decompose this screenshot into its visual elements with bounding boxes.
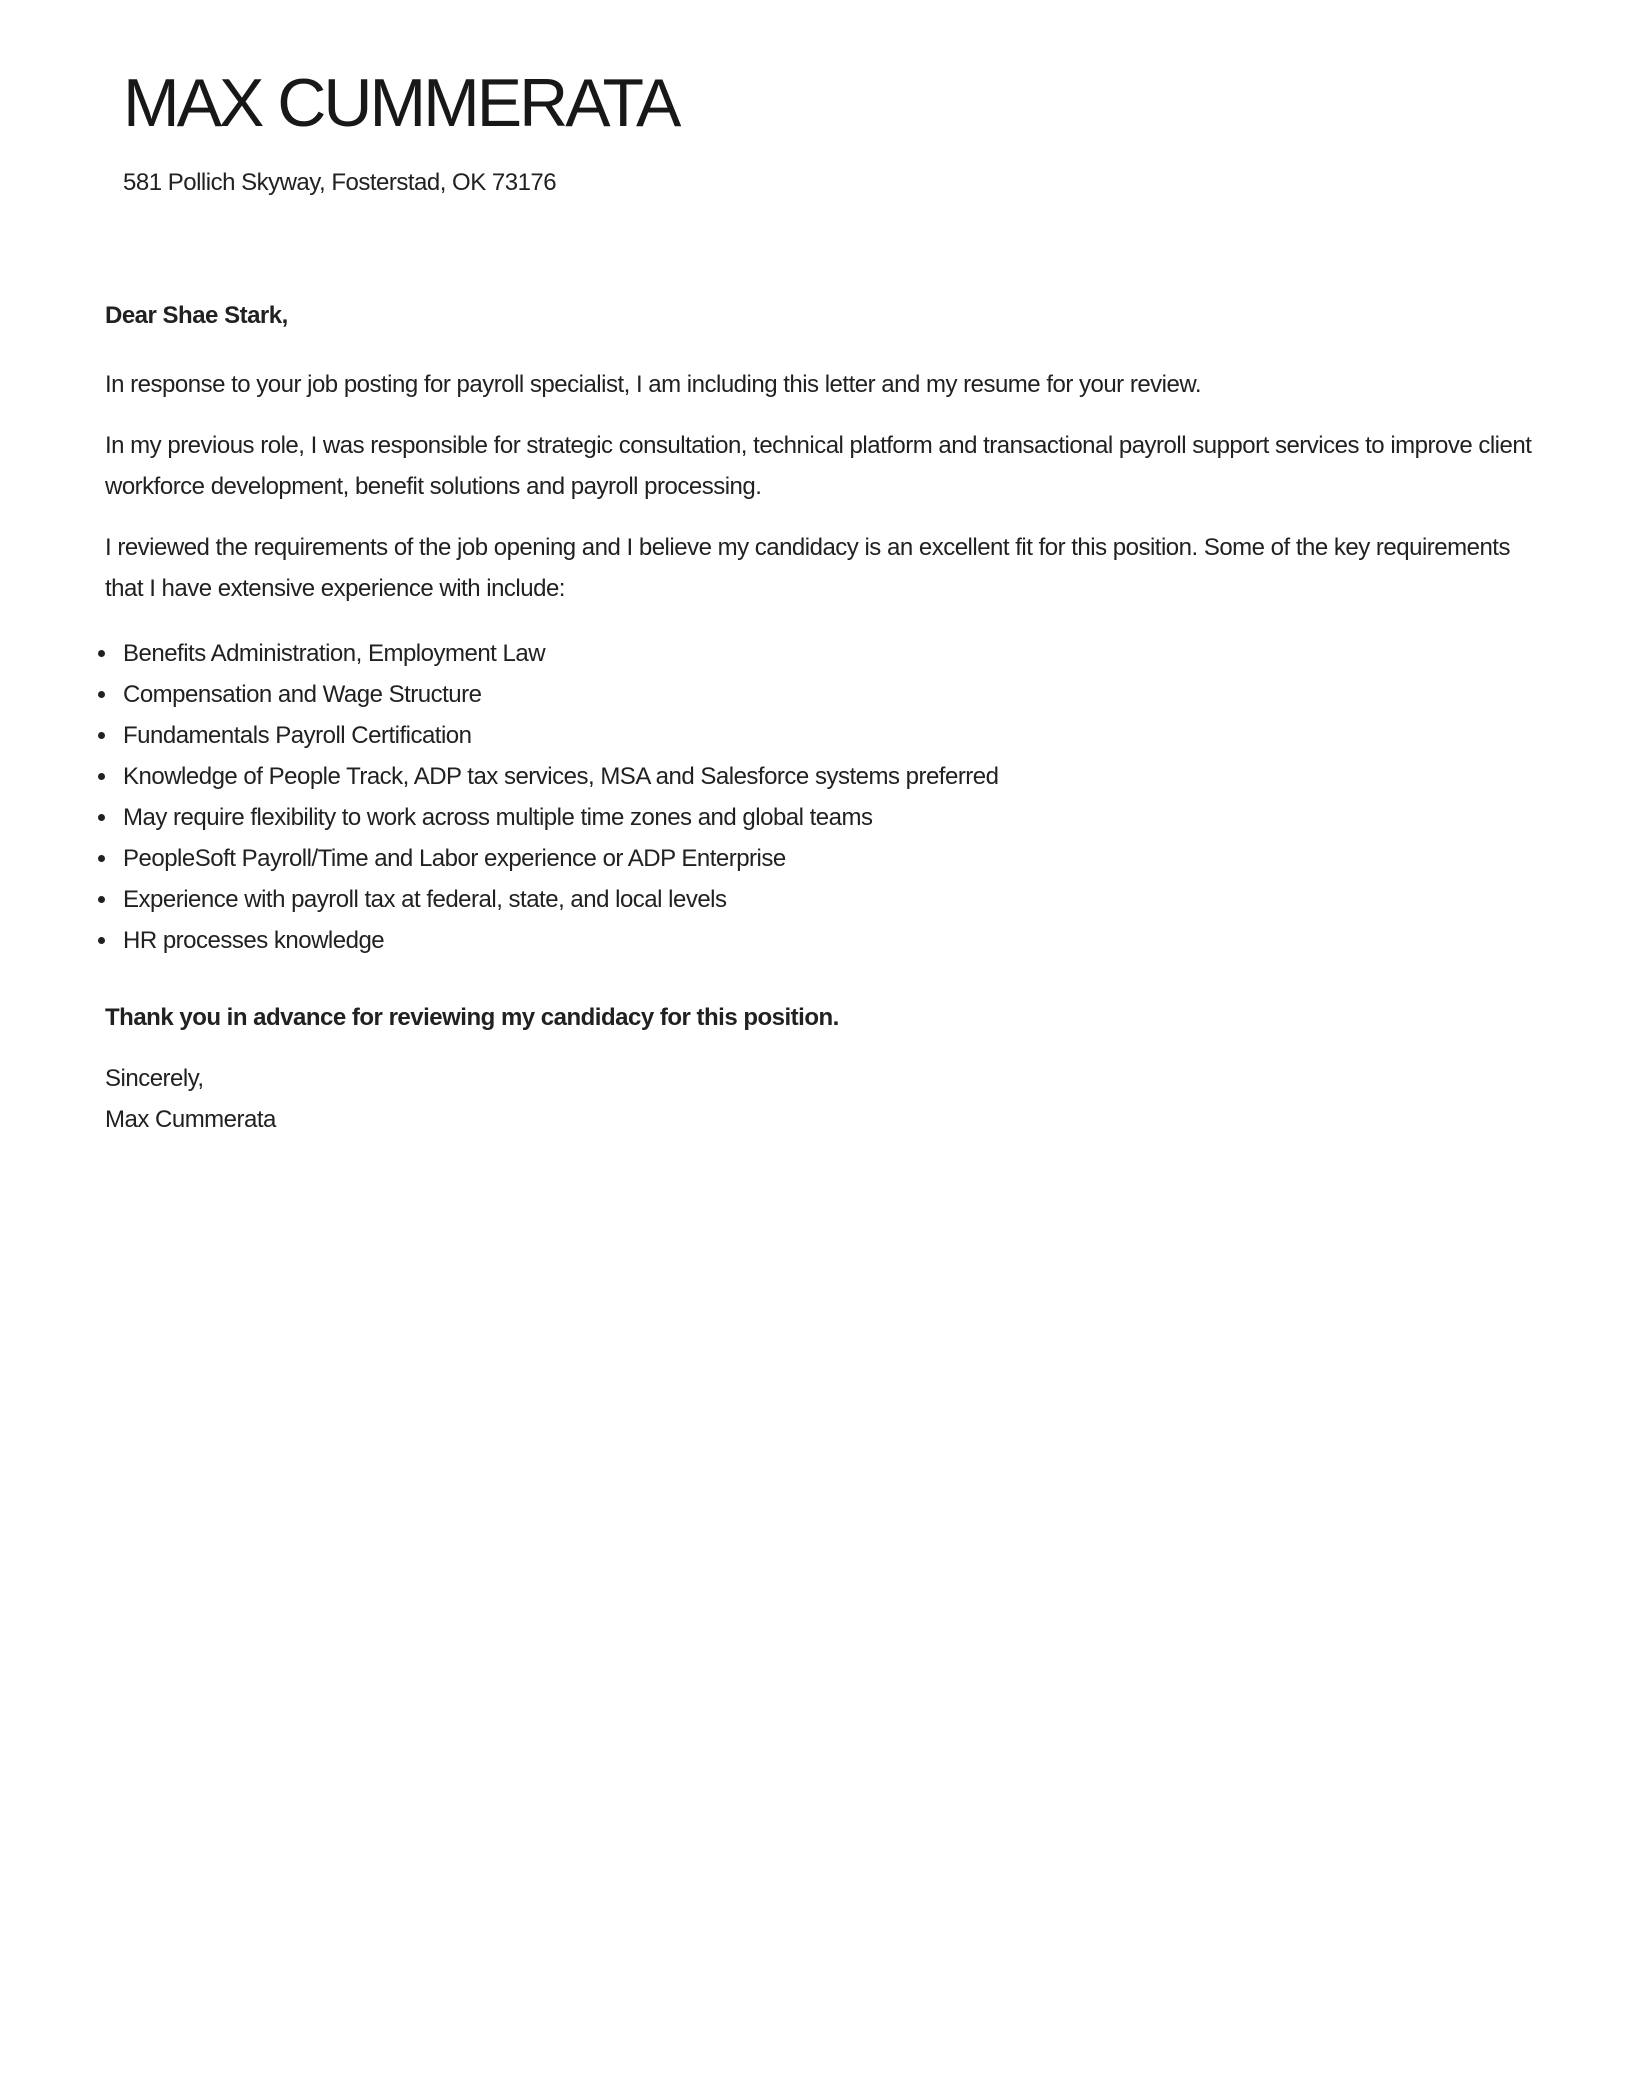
requirement-item-benefits-administration: • Benefits Administration, Employment Law [119,633,1532,674]
requirement-item-peoplesoft-adp: • PeopleSoft Payroll/Time and Labor experience or ADP Enterprise [119,838,1532,879]
signoff-block [105,1058,1532,1140]
letter-body [105,295,1532,1140]
sender-name: MAX CUMMERATA [123,65,679,141]
requirement-item-time-zones: • May require flexibility to work across multiple time zones and global teams [119,797,1532,838]
requirement-item-payroll-tax: • Experience with payroll tax at federal, state, and local levels [119,879,1532,920]
closing-line: Thank you in advance for reviewing my candidacy for this position. [105,1003,839,1031]
signoff-word: Sincerely, [105,1064,204,1092]
sender-address: 581 Pollich Skyway, Fosterstad, OK 73176 [123,168,557,196]
requirement-item-systems-knowledge: • Knowledge of People Track, ADP tax services, MSA and Salesforce systems preferred [119,756,1532,797]
paragraph-intro: In response to your job posting for payroll specialist, I am including this letter and my resume for your review. [105,370,1202,398]
salutation: Dear Shae Stark, [105,301,288,329]
paragraph-previous-role: In my previous role, I was responsible for strategic consultation, technical platform and transactional payroll support services to improve client workforce development, benefit solutions and payroll processing. [105,431,1532,500]
signature-name: Max Cummerata [105,1105,276,1133]
paragraph-requirements-lead: I reviewed the requirements of the job opening and I believe my candidacy is an excellent fit for this position. Some of the key requirements that I have extensive experience with include: [105,533,1510,602]
requirements-list [105,633,1532,961]
requirement-item-compensation-wage: • Compensation and Wage Structure [119,674,1532,715]
requirement-item-payroll-certification: • Fundamentals Payroll Certification [119,715,1532,756]
letter-header [105,64,1532,199]
requirement-item-hr-processes: • HR processes knowledge [119,920,1532,961]
